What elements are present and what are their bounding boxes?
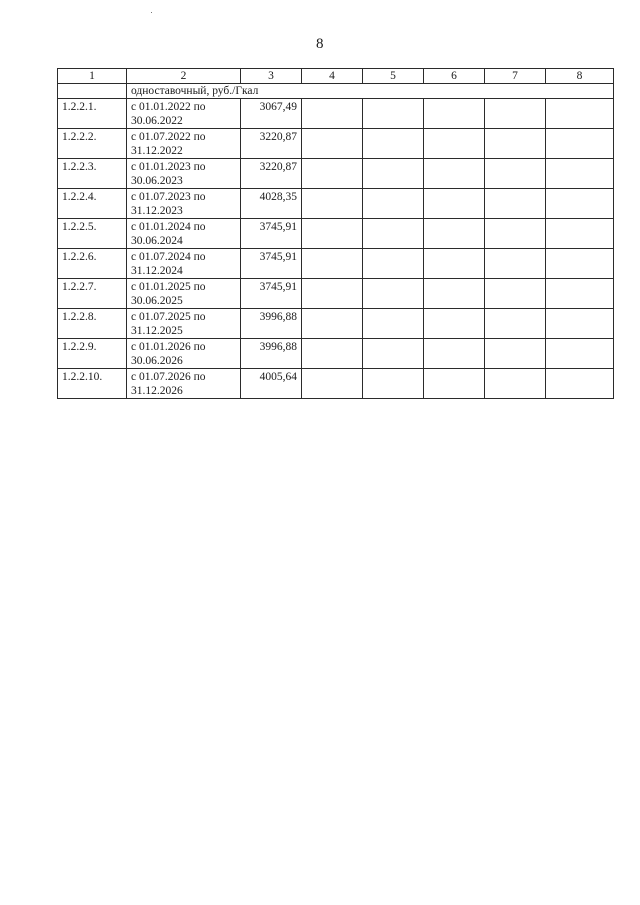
empty-cell [485, 99, 546, 129]
unit-row [58, 84, 614, 99]
table-row [58, 159, 614, 189]
period-cell [127, 99, 241, 129]
empty-cell [302, 309, 363, 339]
tariff-value-cell: 3996,88 [241, 309, 302, 339]
tariff-value-cell: 3745,91 [241, 249, 302, 279]
period-cell [127, 129, 241, 159]
period-end-text: 31.12.2026 [131, 385, 183, 397]
row-number-cell: 1.2.2.4. [58, 189, 127, 219]
empty-cell [363, 99, 424, 129]
empty-cell [424, 219, 485, 249]
table-header-row [58, 69, 614, 84]
empty-cell [485, 219, 546, 249]
scan-speck [151, 12, 152, 13]
table-row [58, 129, 614, 159]
column-header: 7 [485, 69, 546, 84]
tariff-value-cell: 3996,88 [241, 339, 302, 369]
empty-cell [302, 219, 363, 249]
empty-cell [363, 339, 424, 369]
empty-cell [363, 219, 424, 249]
column-header: 1 [58, 69, 127, 84]
empty-cell [302, 279, 363, 309]
tariff-value-cell: 3220,87 [241, 159, 302, 189]
column-header: 2 [127, 69, 241, 84]
empty-cell [363, 189, 424, 219]
tariff-value-cell: 3067,49 [241, 99, 302, 129]
period-cell [127, 159, 241, 189]
empty-cell [485, 159, 546, 189]
unit-row-blank-cell [58, 84, 127, 99]
period-start-text: с 01.07.2023 по [131, 191, 206, 203]
unit-label: одноставочный, руб./Гкал [127, 84, 614, 99]
table-row [58, 279, 614, 309]
column-header: 6 [424, 69, 485, 84]
empty-cell [424, 279, 485, 309]
empty-cell [424, 189, 485, 219]
tariff-value-cell: 3745,91 [241, 219, 302, 249]
row-number-cell: 1.2.2.8. [58, 309, 127, 339]
period-end-text: 30.06.2026 [131, 355, 183, 367]
row-number-cell: 1.2.2.2. [58, 129, 127, 159]
table-row [58, 249, 614, 279]
empty-cell [546, 309, 614, 339]
empty-cell [546, 279, 614, 309]
table-row [58, 369, 614, 399]
row-number-cell: 1.2.2.7. [58, 279, 127, 309]
empty-cell [485, 339, 546, 369]
table-row [58, 309, 614, 339]
tariff-value-cell: 4028,35 [241, 189, 302, 219]
row-number-cell: 1.2.2.5. [58, 219, 127, 249]
period-end-text: 31.12.2024 [131, 265, 183, 277]
empty-cell [302, 339, 363, 369]
empty-cell [302, 99, 363, 129]
empty-cell [546, 369, 614, 399]
table-row [58, 189, 614, 219]
empty-cell [302, 189, 363, 219]
period-end-text: 31.12.2025 [131, 325, 183, 337]
column-header: 5 [363, 69, 424, 84]
empty-cell [424, 159, 485, 189]
period-end-text: 30.06.2024 [131, 235, 183, 247]
empty-cell [363, 279, 424, 309]
period-end-text: 30.06.2022 [131, 115, 183, 127]
empty-cell [363, 369, 424, 399]
empty-cell [546, 189, 614, 219]
empty-cell [485, 189, 546, 219]
empty-cell [546, 339, 614, 369]
empty-cell [302, 159, 363, 189]
empty-cell [546, 129, 614, 159]
empty-cell [485, 129, 546, 159]
table-row [58, 339, 614, 369]
empty-cell [424, 309, 485, 339]
period-end-text: 30.06.2025 [131, 295, 183, 307]
empty-cell [302, 369, 363, 399]
table-row [58, 219, 614, 249]
table-row [58, 99, 614, 129]
empty-cell [302, 249, 363, 279]
period-cell [127, 309, 241, 339]
row-number-cell: 1.2.2.9. [58, 339, 127, 369]
column-header: 8 [546, 69, 614, 84]
column-header: 4 [302, 69, 363, 84]
column-header: 3 [241, 69, 302, 84]
empty-cell [363, 159, 424, 189]
period-start-text: с 01.01.2026 по [131, 341, 206, 353]
empty-cell [485, 249, 546, 279]
empty-cell [363, 309, 424, 339]
period-cell [127, 339, 241, 369]
empty-cell [546, 159, 614, 189]
period-cell [127, 219, 241, 249]
empty-cell [363, 249, 424, 279]
empty-cell [424, 249, 485, 279]
row-number-cell: 1.2.2.10. [58, 369, 127, 399]
period-end-text: 30.06.2023 [131, 175, 183, 187]
empty-cell [424, 369, 485, 399]
tariff-value-cell: 4005,64 [241, 369, 302, 399]
period-cell [127, 249, 241, 279]
row-number-cell: 1.2.2.1. [58, 99, 127, 129]
period-end-text: 31.12.2023 [131, 205, 183, 217]
page-number: 8 [316, 36, 324, 52]
period-start-text: с 01.07.2024 по [131, 251, 206, 263]
empty-cell [302, 129, 363, 159]
empty-cell [485, 309, 546, 339]
empty-cell [424, 129, 485, 159]
period-start-text: с 01.01.2024 по [131, 221, 206, 233]
empty-cell [546, 249, 614, 279]
period-cell [127, 189, 241, 219]
row-number-cell: 1.2.2.3. [58, 159, 127, 189]
empty-cell [546, 219, 614, 249]
tariff-value-cell: 3745,91 [241, 279, 302, 309]
period-cell [127, 369, 241, 399]
tariff-value-cell: 3220,87 [241, 129, 302, 159]
period-start-text: с 01.01.2022 по [131, 101, 206, 113]
period-start-text: с 01.07.2025 по [131, 311, 206, 323]
empty-cell [424, 99, 485, 129]
empty-cell [546, 99, 614, 129]
period-start-text: с 01.07.2026 по [131, 371, 206, 383]
empty-cell [424, 339, 485, 369]
row-number-cell: 1.2.2.6. [58, 249, 127, 279]
period-start-text: с 01.01.2025 по [131, 281, 206, 293]
period-start-text: с 01.01.2023 по [131, 161, 206, 173]
period-end-text: 31.12.2022 [131, 145, 183, 157]
period-start-text: с 01.07.2022 по [131, 131, 206, 143]
period-cell [127, 279, 241, 309]
empty-cell [485, 279, 546, 309]
empty-cell [485, 369, 546, 399]
empty-cell [363, 129, 424, 159]
tariff-table [57, 68, 614, 399]
